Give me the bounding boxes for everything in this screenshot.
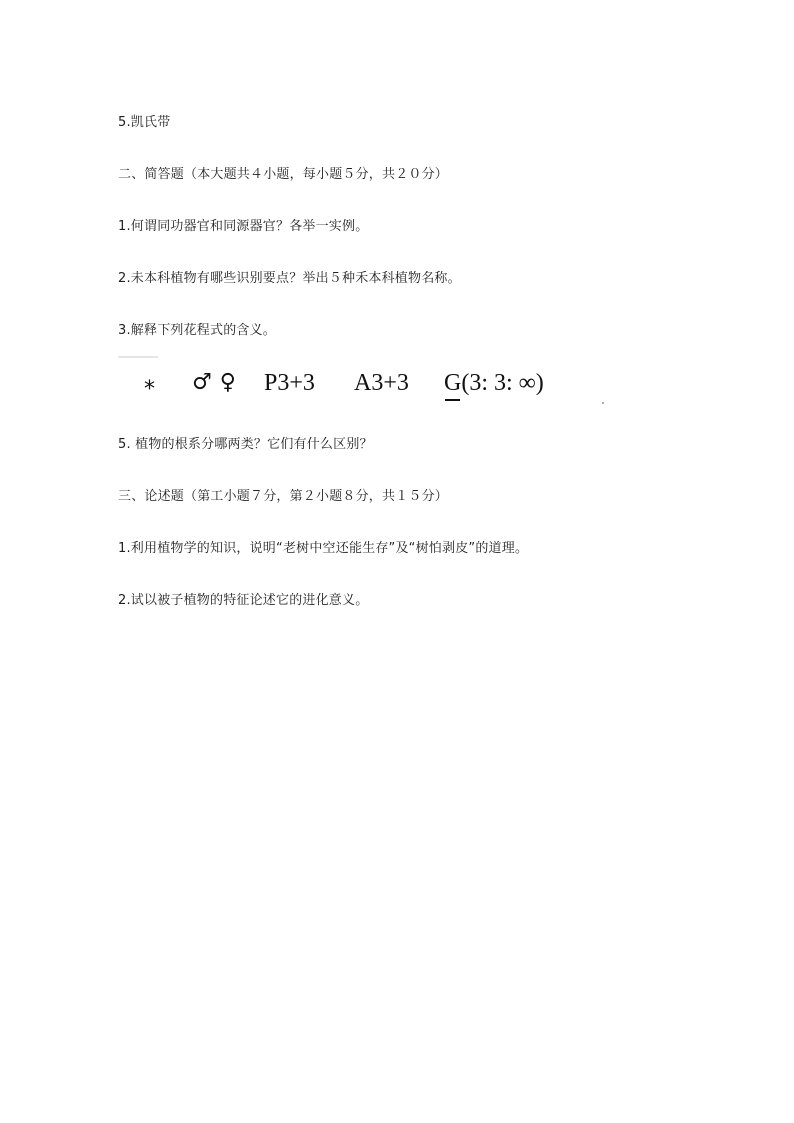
perianth-term: P3+3 — [264, 370, 315, 396]
question-2-poaceae: 2.未本科植物有哪些识别要点？举出５种禾本科植物名称。 — [118, 271, 461, 286]
essay-question-2: 2.试以被子植物的特征论述它的进化意义。 — [118, 593, 369, 608]
scan-artifact — [118, 356, 158, 358]
question-4-root-systems: 5. 植物的根系分哪两类？它们有什么区别？ — [118, 437, 373, 452]
term-item-casparian-strip: 5.凯氏带 — [118, 115, 171, 130]
gynoecium-term — [444, 368, 544, 398]
essay-question-1: 1.利用植物学的知识，说明“老树中空还能生存”及“树怕剥皮”的道理。 — [118, 541, 529, 556]
gynoecium-letter: G — [444, 370, 462, 396]
scan-dot — [602, 402, 604, 404]
bisexual-symbol: ♂♀ — [192, 370, 244, 395]
floral-formula-image — [118, 356, 618, 412]
actinomorphic-symbol: * — [144, 377, 155, 402]
section-heading-short-answer: 二、简答题（本大题共４小题，每小题５分，共２０分） — [118, 167, 449, 182]
gynoecium-counts: (3: 3: ∞) — [461, 370, 544, 396]
question-3-floral-formula: 3.解释下列花程式的含义。 — [118, 323, 277, 338]
section-heading-essay: 三、论述题（第工小题７分，第２小题８分，共１５分） — [118, 489, 449, 504]
question-1-analogous-homologous: 1.何谓同功器官和同源器官？各举一实例。 — [118, 219, 369, 234]
androecium-term: A3+3 — [354, 370, 409, 396]
